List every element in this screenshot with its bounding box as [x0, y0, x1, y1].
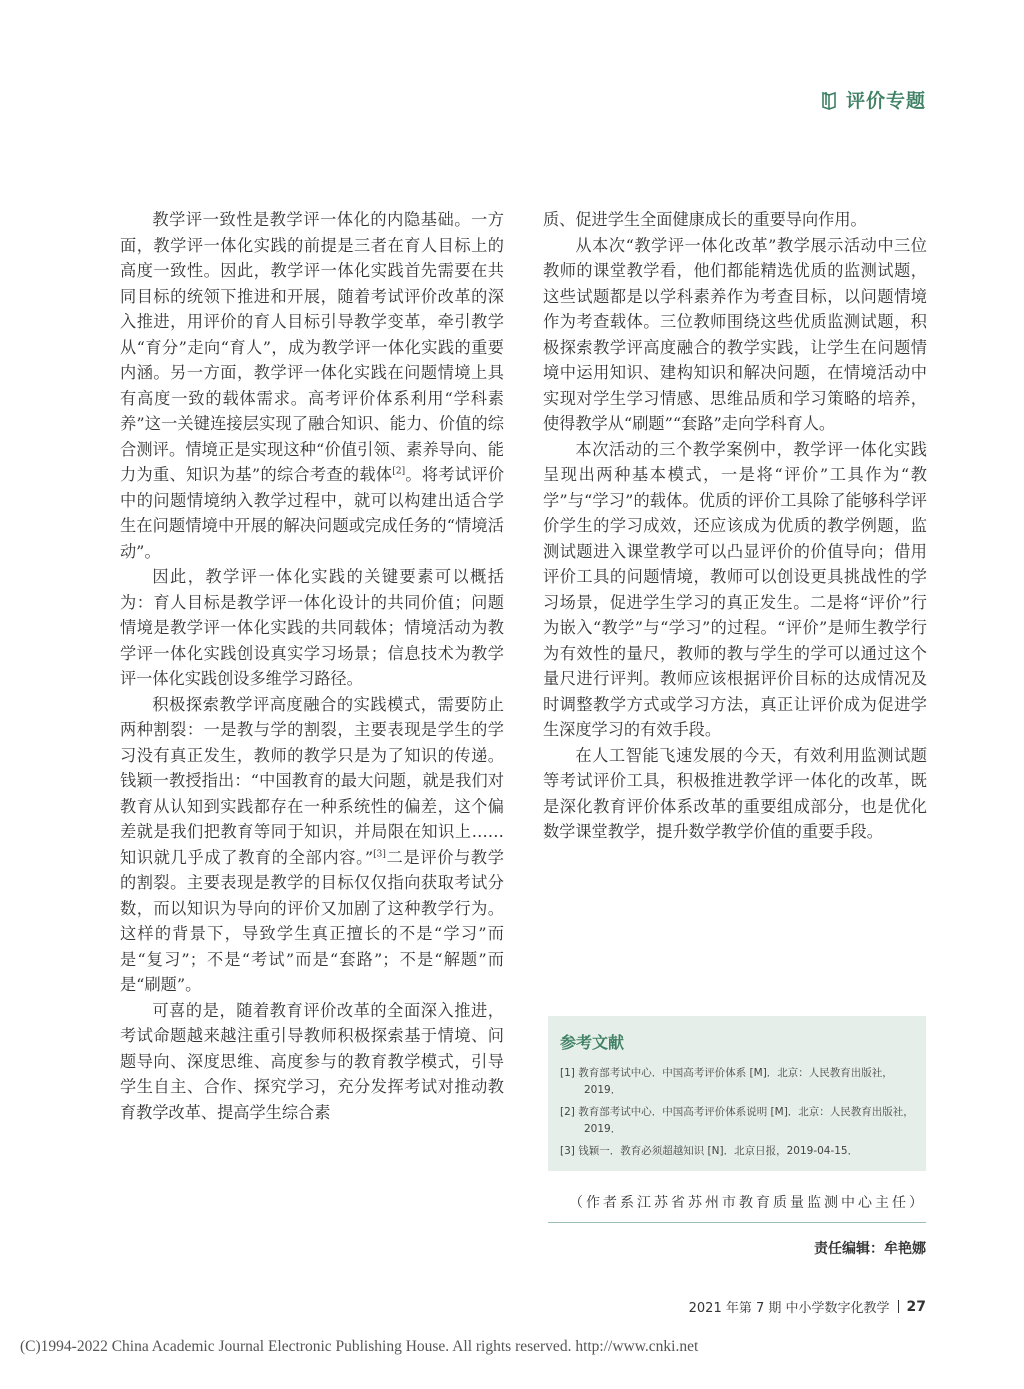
issue-info: 2021 年第 7 期 中小学数字化教学: [688, 1301, 890, 1316]
paragraph: 从本次“教学评一体化改革”教学展示活动中三位教师的课堂教学看，他们都能精选优质的监测试题，这些试题都是以学科素养作为考查目标，以问题情境作为考查载体。三位教师围绕这些优质监测试题，积极探索教学评高度融合的教学实践，让学生在问题情境中运用知识、建构知识和解决问题，在情境活动中实现对学生学习情感、思维品质和学习策略的培养，使得教学从“刷题”“套路”走向学科育人。: [543, 235, 927, 433]
paragraph: 本次活动的三个教学案例中，教学评一体化实践呈现出两种基本模式，一是将“评价”工具作为“教学”与“学习”的载体。优质的评价工具除了能够科学评价学生的学习成效，还应该成为优质的教学例题，监测试题进入课堂教学可以凸显评价的价值导向；借用评价工具的问题情境，教师可以创设更具挑战性的学习场景，促进学生学习的真正发生。二是将“评价”行为嵌入“教学”与“学习”的过程。“评价”是师生教学行为有效性的量尺，教师的教与学生的学可以通过这个量尺进行评判。教师应该根据评价目标的达成情况及时调整教学方式或学习方法，真正让评价成为促进学生深度学习的有效手段。: [543, 439, 927, 739]
divider: [548, 1222, 926, 1223]
left-column: [120, 207, 504, 1125]
citation-2: [2]: [392, 466, 406, 477]
author-note: （作者系江苏省苏州市教育质量监测中心主任）: [569, 1195, 926, 1211]
reference-item: [2] 教育部考试中心．中国高考评价体系说明 [M]．北京：人民教育出版社，2019．: [560, 1106, 914, 1135]
page-number: 27: [906, 1298, 926, 1315]
paragraph: 质、促进学生全面健康成长的重要导向作用。: [543, 210, 867, 229]
paragraph: 在人工智能飞速发展的今天，有效利用监测试题等考试评价工具，积极推进教学评一体化的改革，既是深化教育评价体系改革的重要组成部分，也是优化数学课堂教学，提升数学教学价值的重要手段。: [543, 745, 927, 841]
paragraph: 教学评一致性是教学评一体化的内隐基础。一方面，教学评一体化实践的前提是三者在育人目标上的高度一致性。因此，教学评一体化实践首先需要在共同目标的统领下推进和开展，随着考试评价改革的深入推进，用评价的育人目标引导教学变革，牵引教学从“育分”走向“育人”，成为教学评一体化实践的重要内涵。另一方面，教学评一体化实践在问题情境上具有高度一致的载体需求。高考评价体系利用“学科素养”这一关键连接层实现了融合知识、能力、价值的综合测评。情境正是实现这种“价值引领、素养导向、能力为重、知识为基”的综合考查的载体[2]。将考试评价中的问题情境纳入教学过程中，就可以构建出适合学生在问题情境中开展的解决问题或完成任务的“情境活动”。: [120, 210, 505, 561]
reference-item: [3] 钱颖一．教育必须超越知识 [N]．北京日报，2019-04-15．: [560, 1145, 859, 1157]
references-title: 参考文献: [560, 1033, 625, 1052]
paragraph: 可喜的是，随着教育评价改革的全面深入推进，考试命题越来越注重引导教师积极探索基于情境、问题导向、深度思维、高度参与的教育教学模式，引导学生自主、合作、探究学习，充分发挥考试对推动教育教学改革、提高学生综合素: [120, 1000, 504, 1122]
copyright-notice: (C)1994-2022 China Academic Journal Electronic Publishing House. All rights reserved. http://www.cnki.net: [20, 1338, 699, 1355]
paragraph: 因此，教学评一体化实践的关键要素可以概括为：育人目标是教学评一体化设计的共同价值；问题情境是教学评一体化实践的共同载体；情境活动为教学评一体化实践创设真实学习场景；信息技术为教学评一体化实践创设多维学习路径。: [120, 567, 504, 688]
editor-credit: 责任编辑：牟艳娜: [814, 1241, 926, 1257]
citation-3: [3]: [373, 849, 386, 860]
page-footer: [689, 1297, 926, 1316]
divider: [898, 1300, 899, 1313]
reference-item: [1] 教育部考试中心．中国高考评价体系 [M]．北京：人民教育出版社，2019．: [560, 1067, 893, 1096]
book-icon: [820, 90, 838, 110]
right-column: [543, 207, 927, 845]
section-title: 评价专题: [845, 90, 926, 112]
paragraph: 积极探索教学评高度融合的实践模式，需要防止两种割裂：一是教与学的割裂，主要表现是学生的学习没有真正发生，教师的教学只是为了知识的传递。钱颖一教授指出：“中国教育的最大问题，就是我们对教育从认知到实践都存在一种系统性的偏差，这个偏差就是我们把教育等同于知识，并局限在知识上……知识就几乎成了教育的全部内容。”[3]二是评价与教学的割裂。主要表现是教学的目标仅仅指向获取考试分数，而以知识为导向的评价又加剧了这种教学行为。这样的背景下，导致学生真正擅长的不是“学习”而是“复习”；不是“考试”而是“套路”；不是“解题”而是“刷题”。: [120, 694, 504, 994]
references-list: [560, 1065, 914, 1160]
page-header: [820, 86, 926, 113]
references-box: [548, 1016, 926, 1171]
